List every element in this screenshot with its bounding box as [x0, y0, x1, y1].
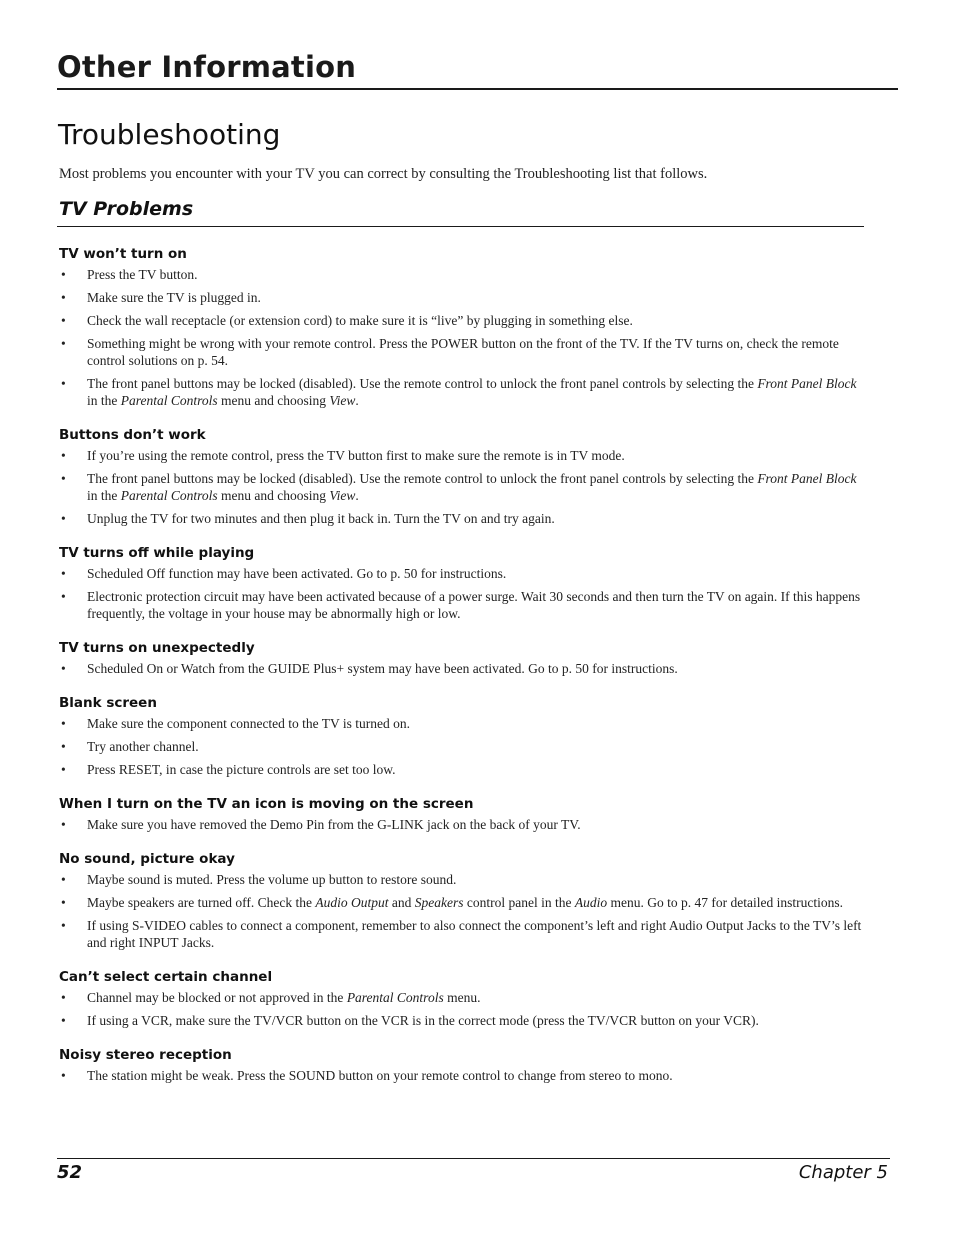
- solution-text: The front panel buttons may be locked (disabled). Use the remote control to unlock the front panel controls by selecting the Front Panel Block in the Parental Controls menu and choosing View.: [87, 376, 857, 408]
- troubleshooting-list: [59, 236, 864, 1092]
- problem-heading: TV turns off while playing: [59, 545, 255, 561]
- solution-item: [59, 375, 864, 409]
- problem-heading: TV won’t turn on: [59, 246, 187, 262]
- bullet-icon: •: [61, 762, 66, 777]
- intro-text: Most problems you encounter with your TV you can correct by consulting the Troubleshooting list that follows.: [59, 166, 708, 182]
- solution-list: [59, 715, 864, 778]
- solution-item: [59, 917, 864, 951]
- solution-item: [59, 447, 864, 464]
- problem-group: [59, 959, 864, 1029]
- solution-item: [59, 816, 864, 833]
- solution-item: [59, 1012, 864, 1029]
- bullet-icon: •: [61, 471, 66, 486]
- solution-list: [59, 565, 864, 622]
- bullet-icon: •: [61, 376, 66, 391]
- problem-heading: TV turns on unexpectedly: [59, 640, 255, 656]
- bullet-icon: •: [61, 1068, 66, 1083]
- solution-item: [59, 470, 864, 504]
- problem-group: [59, 417, 864, 527]
- bullet-icon: •: [61, 566, 66, 581]
- problem-group: [59, 535, 864, 622]
- solution-text: Something might be wrong with your remote control. Press the POWER button on the front of the TV. If the TV turns on, check the remote control solutions on p. 54.: [87, 336, 839, 368]
- bullet-icon: •: [61, 872, 66, 887]
- solution-item: [59, 289, 864, 306]
- section-title: TV Problems: [59, 198, 194, 220]
- solution-text: Make sure the component connected to the TV is turned on.: [87, 716, 411, 731]
- solution-text: Scheduled Off function may have been activated. Go to p. 50 for instructions.: [87, 566, 507, 581]
- section-rule: [57, 226, 864, 227]
- bullet-icon: •: [61, 290, 66, 305]
- solution-item: [59, 1067, 864, 1084]
- solution-item: [59, 565, 864, 582]
- solution-text: The station might be weak. Press the SOUND button on your remote control to change from stereo to mono.: [87, 1068, 673, 1083]
- solution-text: The front panel buttons may be locked (disabled). Use the remote control to unlock the front panel controls by selecting the Front Panel Block in the Parental Controls menu and choosing View.: [87, 471, 857, 503]
- solution-text: Unplug the TV for two minutes and then plug it back in. Turn the TV on and try again.: [87, 511, 555, 526]
- bullet-icon: •: [61, 661, 66, 676]
- solution-item: [59, 510, 864, 527]
- solution-item: [59, 894, 864, 911]
- solution-item: [59, 871, 864, 888]
- solution-text: Try another channel.: [87, 739, 199, 754]
- page-title: Troubleshooting: [58, 118, 281, 151]
- chapter-label: Chapter 5: [798, 1162, 888, 1183]
- solution-text: Check the wall receptacle (or extension cord) to make sure it is “live” by plugging in something else.: [87, 313, 633, 328]
- problem-group: [59, 841, 864, 951]
- bullet-icon: •: [61, 895, 66, 910]
- solution-list: [59, 447, 864, 527]
- bullet-icon: •: [61, 313, 66, 328]
- problem-group: [59, 685, 864, 778]
- bullet-icon: •: [61, 448, 66, 463]
- solution-text: If using S-VIDEO cables to connect a component, remember to also connect the component’s left and right Audio Output Jacks to the TV’s left and right INPUT Jacks.: [87, 918, 862, 950]
- solution-text: Press the TV button.: [87, 267, 198, 282]
- solution-list: [59, 266, 864, 409]
- problem-heading: Noisy stereo reception: [59, 1047, 232, 1063]
- solution-item: [59, 335, 864, 369]
- solution-text: Press RESET, in case the picture controls are set too low.: [87, 762, 396, 777]
- page-number: 52: [57, 1162, 83, 1183]
- solution-list: [59, 871, 864, 951]
- problem-group: [59, 1037, 864, 1084]
- solution-item: [59, 588, 864, 622]
- solution-item: [59, 715, 864, 732]
- header-rule: [57, 88, 898, 90]
- solution-list: [59, 660, 864, 677]
- solution-item: [59, 266, 864, 283]
- solution-text: Channel may be blocked or not approved in the Parental Controls menu.: [87, 990, 481, 1005]
- problem-heading: When I turn on the TV an icon is moving on the screen: [59, 796, 474, 812]
- bullet-icon: •: [61, 817, 66, 832]
- bullet-icon: •: [61, 267, 66, 282]
- problem-group: [59, 630, 864, 677]
- problem-group: [59, 786, 864, 833]
- solution-list: [59, 989, 864, 1029]
- bullet-icon: •: [61, 990, 66, 1005]
- footer-rule: [57, 1158, 890, 1159]
- solution-text: Make sure you have removed the Demo Pin from the G-LINK jack on the back of your TV.: [87, 817, 581, 832]
- solution-text: Make sure the TV is plugged in.: [87, 290, 261, 305]
- solution-text: If using a VCR, make sure the TV/VCR button on the VCR is in the correct mode (press the TV/VCR button on your VCR).: [87, 1013, 759, 1028]
- problem-group: [59, 236, 864, 409]
- solution-text: Maybe speakers are turned off. Check the Audio Output and Speakers control panel in the Audio menu. Go to p. 47 for detailed instructions.: [87, 895, 843, 910]
- solution-item: [59, 660, 864, 677]
- bullet-icon: •: [61, 918, 66, 933]
- solution-item: [59, 738, 864, 755]
- bullet-icon: •: [61, 739, 66, 754]
- bullet-icon: •: [61, 716, 66, 731]
- problem-heading: Can’t select certain channel: [59, 969, 273, 985]
- solution-item: [59, 989, 864, 1006]
- chapter-title: Other Information: [57, 50, 357, 84]
- solution-text: Scheduled On or Watch from the GUIDE Plus+ system may have been activated. Go to p. 50 for instructions.: [87, 661, 678, 676]
- solution-list: [59, 1067, 864, 1084]
- bullet-icon: •: [61, 589, 66, 604]
- solution-text: Maybe sound is muted. Press the volume up button to restore sound.: [87, 872, 457, 887]
- bullet-icon: •: [61, 511, 66, 526]
- bullet-icon: •: [61, 1013, 66, 1028]
- solution-text: If you’re using the remote control, press the TV button first to make sure the remote is in TV mode.: [87, 448, 625, 463]
- problem-heading: Blank screen: [59, 695, 157, 711]
- problem-heading: Buttons don’t work: [59, 427, 206, 443]
- solution-item: [59, 312, 864, 329]
- solution-list: [59, 816, 864, 833]
- solution-item: [59, 761, 864, 778]
- solution-text: Electronic protection circuit may have been activated because of a power surge. Wait 30 seconds and then turn the TV on again. If this happens frequently, the voltage in your house may be abnormally high or low.: [87, 589, 861, 621]
- problem-heading: No sound, picture okay: [59, 851, 235, 867]
- bullet-icon: •: [61, 336, 66, 351]
